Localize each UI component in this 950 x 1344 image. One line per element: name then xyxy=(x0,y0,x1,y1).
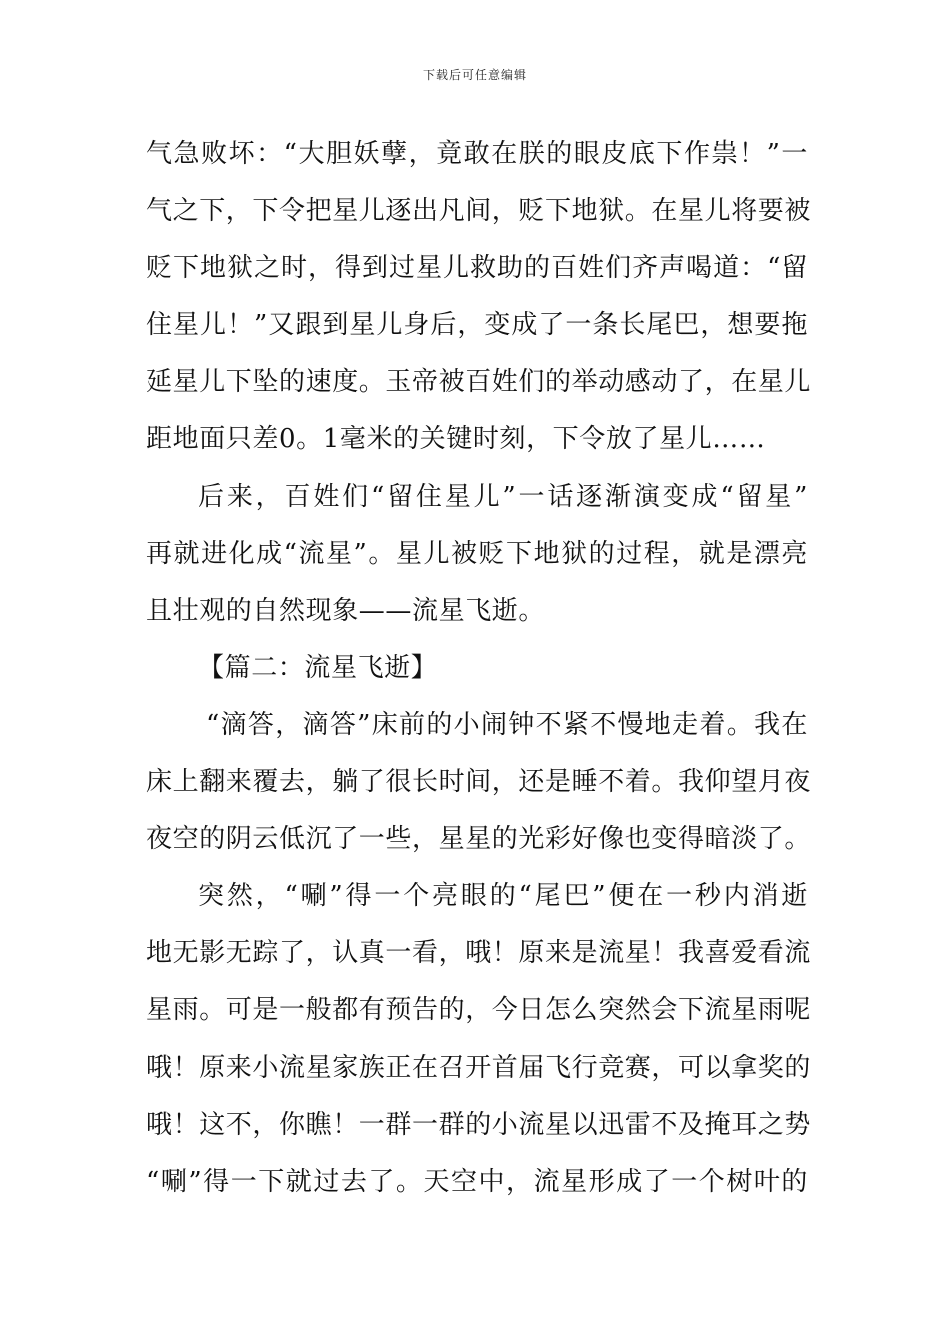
text-line: 再就进化成“流星”。星儿被贬下地狱的过程，就是漂亮 xyxy=(146,538,808,569)
paragraph-start-line: “滴答，滴答”床前的小闹钟不紧不慢地走着。我在 xyxy=(206,709,808,740)
text-line: 床上翻来覆去，躺了很长时间，还是睡不着。我仰望月夜 xyxy=(146,767,812,798)
text-line: 距地面只差0。1毫米的关键时刻，下令放了星儿…… xyxy=(146,424,766,455)
text-line: 哦！这不，你瞧！一群一群的小流星以迅雷不及掩耳之势 xyxy=(146,1109,812,1140)
text-line: “唰”得一下就过去了。天空中，流星形成了一个树叶的 xyxy=(146,1166,808,1197)
text-line: 且壮观的自然现象——流星飞逝。 xyxy=(146,595,546,626)
paragraph-start-line: 后来，百姓们“留住星儿”一话逐渐演变成“留星” xyxy=(198,481,808,512)
page-header: 下载后可任意编辑 xyxy=(422,68,527,82)
text-line: 星雨。可是一般都有预告的，今日怎么突然会下流星雨呢 xyxy=(146,995,812,1026)
text-line: 延星儿下坠的速度。玉帝被百姓们的举动感动了，在星儿 xyxy=(146,367,812,398)
text-line: 气急败坏：“大胆妖孽，竟敢在朕的眼皮底下作祟！”一 xyxy=(146,139,808,169)
text-line: 地无影无踪了，认真一看，哦！原来是流星！我喜爱看流 xyxy=(146,938,812,969)
text-line: 哦！原来小流星家族正在召开首届飞行竞赛，可以拿奖的 xyxy=(146,1052,812,1083)
text-line: 夜空的阴云低沉了一些，星星的光彩好像也变得暗淡了。 xyxy=(146,824,812,855)
paragraph-start-line: 突然，“唰”得一个亮眼的“尾巴”便在一秒内消逝 xyxy=(198,881,808,912)
document-body xyxy=(146,126,812,1211)
text-line: 住星儿！”又跟到星儿身后，变成了一条长尾巴，想要拖 xyxy=(146,310,808,341)
text-line: 贬下地狱之时，得到过星儿救助的百姓们齐声喝道：“留 xyxy=(146,253,808,284)
text-line: 气之下，下令把星儿逐出凡间，贬下地狱。在星儿将要被 xyxy=(146,196,812,227)
section-heading: 【篇二：流星飞逝】 xyxy=(198,652,438,683)
